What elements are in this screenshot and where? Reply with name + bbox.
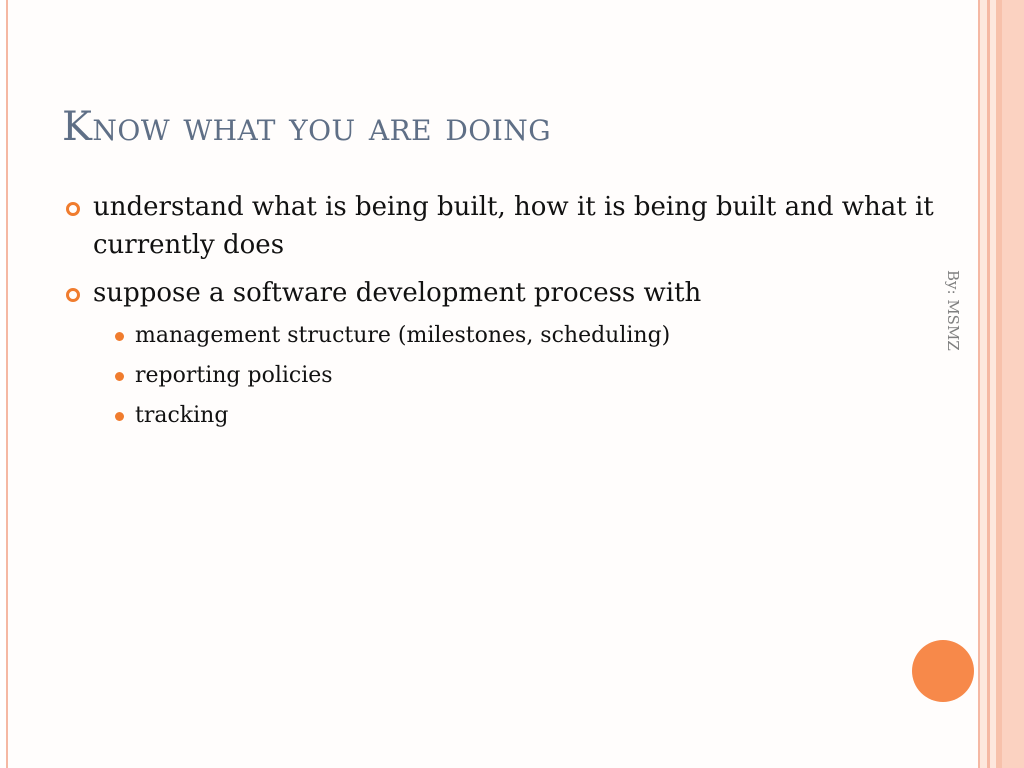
sub-bullet-text: tracking xyxy=(135,403,229,428)
bullet-text: suppose a software development process with xyxy=(93,278,702,308)
ring-bullet-icon xyxy=(66,202,80,216)
author-footer: By: MSMZ xyxy=(944,270,962,351)
dot-bullet-icon xyxy=(115,412,124,421)
decorative-stripe xyxy=(1002,0,1024,768)
ring-bullet-icon xyxy=(66,288,80,302)
sub-bullet-text: reporting policies xyxy=(135,363,333,388)
sub-bullet-item xyxy=(93,316,936,356)
bullet-list xyxy=(66,188,936,446)
sub-bullet-item xyxy=(93,396,936,436)
sub-bullet-list xyxy=(93,316,936,436)
sub-bullet-item xyxy=(93,356,936,396)
bullet-text: understand what is being built, how it is being built and what it currently does xyxy=(93,192,934,260)
bullet-item xyxy=(66,188,936,264)
dot-bullet-icon xyxy=(115,372,124,381)
decorative-stripe xyxy=(980,0,987,768)
decorative-circle xyxy=(912,640,974,702)
sub-bullet-text: management structure (milestones, scheduling) xyxy=(135,323,671,348)
dot-bullet-icon xyxy=(115,332,124,341)
bullet-item xyxy=(66,274,936,436)
slide-title: Know what you are doing xyxy=(62,104,552,150)
